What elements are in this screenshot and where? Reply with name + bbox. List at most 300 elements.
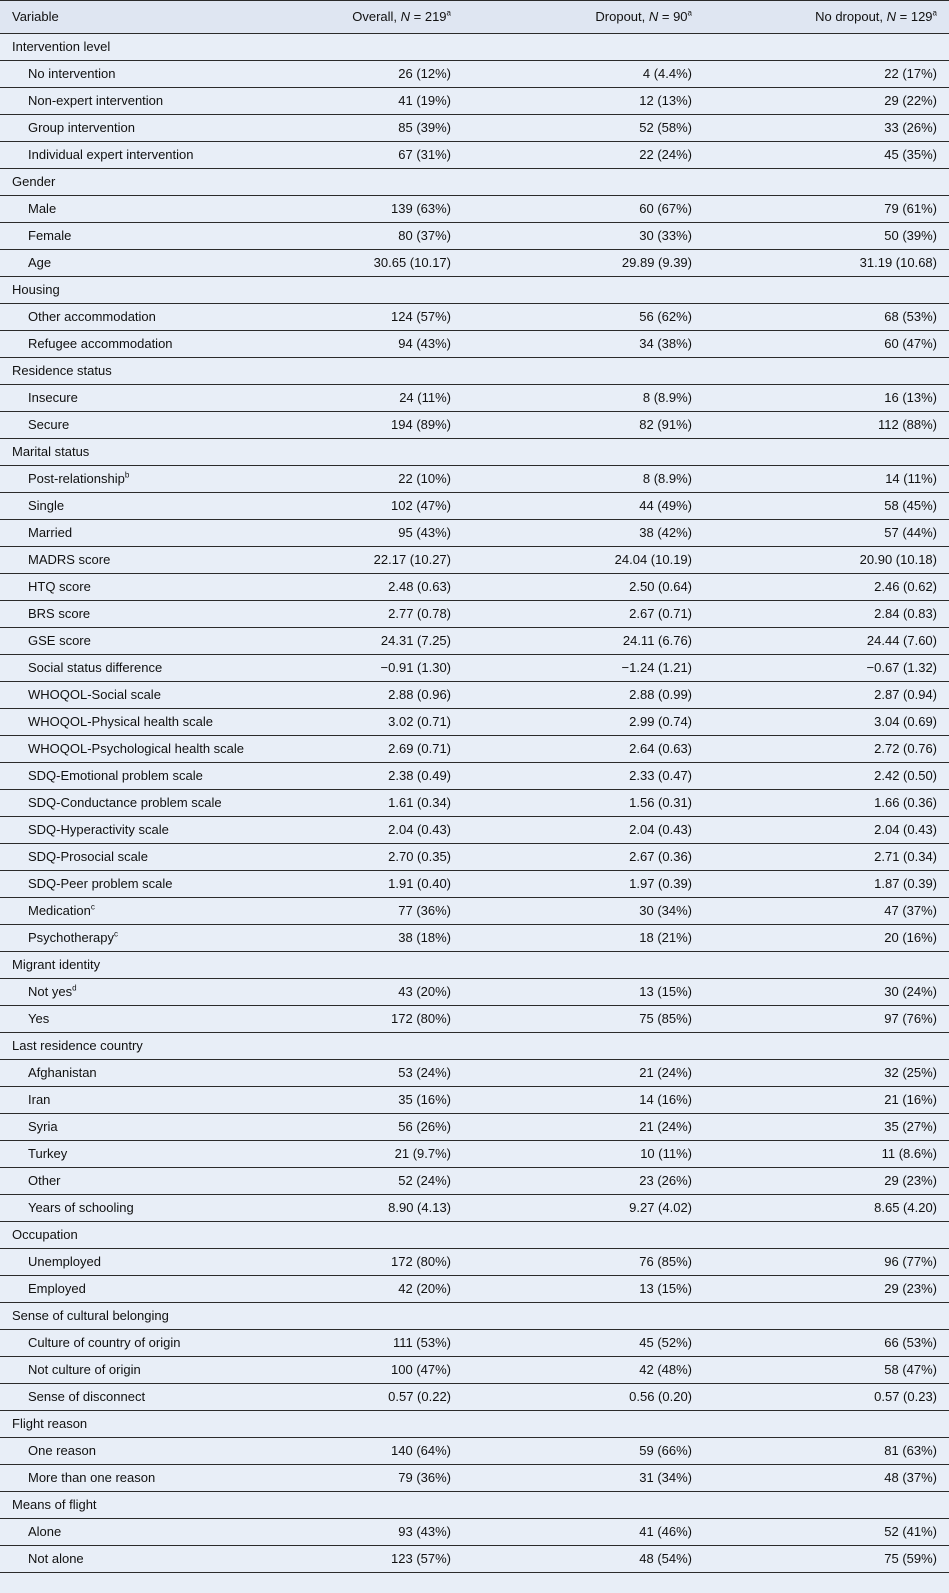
nodropout-value-cell: 1.66 (0.36) xyxy=(704,790,949,817)
variable-label: BRS score xyxy=(28,606,91,621)
dropout-value-cell xyxy=(463,358,704,385)
nodropout-value-cell: 3.04 (0.69) xyxy=(704,709,949,736)
table-row xyxy=(0,1519,949,1546)
header-dropout xyxy=(463,1,704,34)
dropout-value-cell: 12 (13%) xyxy=(463,88,704,115)
table-row xyxy=(0,871,949,898)
dropout-value-cell: 13 (15%) xyxy=(463,1276,704,1303)
dropout-value-cell xyxy=(463,169,704,196)
group-label: Occupation xyxy=(12,1227,78,1242)
nodropout-value-cell: 58 (45%) xyxy=(704,493,949,520)
table-row xyxy=(0,1438,949,1465)
table-row xyxy=(0,1330,949,1357)
dropout-value-cell: 38 (42%) xyxy=(463,520,704,547)
variable-label-cell xyxy=(0,493,318,520)
table-group-row xyxy=(0,952,949,979)
nodropout-value-cell xyxy=(704,169,949,196)
variable-label: Married xyxy=(28,525,73,540)
overall-value-cell: 80 (37%) xyxy=(318,223,463,250)
dropout-value-cell: 82 (91%) xyxy=(463,412,704,439)
dropout-value-cell: 45 (52%) xyxy=(463,1330,704,1357)
header-overall-n-label: N xyxy=(400,9,411,24)
overall-value-cell: 42 (20%) xyxy=(318,1276,463,1303)
variable-label: Secure xyxy=(28,417,70,432)
table-body xyxy=(0,34,949,1573)
overall-value-cell: 139 (63%) xyxy=(318,196,463,223)
overall-value-cell: 0.57 (0.22) xyxy=(318,1384,463,1411)
overall-value-cell: 94 (43%) xyxy=(318,331,463,358)
dropout-value-cell: 2.50 (0.64) xyxy=(463,574,704,601)
group-label: Residence status xyxy=(12,363,112,378)
variable-label-cell xyxy=(0,1546,318,1573)
variable-label-cell xyxy=(0,709,318,736)
variable-label: One reason xyxy=(28,1443,96,1458)
variable-label-cell xyxy=(0,1357,318,1384)
variable-label-cell xyxy=(0,331,318,358)
table-row xyxy=(0,1087,949,1114)
table-row xyxy=(0,1195,949,1222)
variable-label-cell xyxy=(0,1168,318,1195)
table-group-row xyxy=(0,169,949,196)
variable-label: Not yes xyxy=(28,984,73,999)
variable-label-cell xyxy=(0,601,318,628)
table-row xyxy=(0,1384,949,1411)
table-row xyxy=(0,709,949,736)
header-overall-footnote: a xyxy=(446,8,451,18)
dropout-value-cell: 14 (16%) xyxy=(463,1087,704,1114)
variable-label-cell xyxy=(0,466,318,493)
overall-value-cell: 2.88 (0.96) xyxy=(318,682,463,709)
group-label-cell xyxy=(0,169,318,196)
overall-value-cell: 2.48 (0.63) xyxy=(318,574,463,601)
dropout-value-cell: 76 (85%) xyxy=(463,1249,704,1276)
variable-label: SDQ-Emotional problem scale xyxy=(28,768,203,783)
overall-value-cell xyxy=(318,1222,463,1249)
variable-label: Sense of disconnect xyxy=(28,1389,146,1404)
nodropout-value-cell: 58 (47%) xyxy=(704,1357,949,1384)
group-label-cell xyxy=(0,952,318,979)
variable-label: SDQ-Hyperactivity scale xyxy=(28,822,169,837)
overall-value-cell: −0.91 (1.30) xyxy=(318,655,463,682)
table-row xyxy=(0,898,949,925)
dropout-value-cell: 1.56 (0.31) xyxy=(463,790,704,817)
header-dropout-name: Dropout, xyxy=(595,9,649,24)
variable-label: Male xyxy=(28,201,57,216)
dropout-value-cell xyxy=(463,439,704,466)
table-row xyxy=(0,925,949,952)
variable-label: WHOQOL-Psychological health scale xyxy=(28,741,245,756)
group-label: Marital status xyxy=(12,444,90,459)
header-no-dropout-footnote: a xyxy=(932,8,937,18)
nodropout-value-cell xyxy=(704,358,949,385)
variable-label: Non-expert intervention xyxy=(28,93,164,108)
nodropout-value-cell: 96 (77%) xyxy=(704,1249,949,1276)
overall-value-cell: 53 (24%) xyxy=(318,1060,463,1087)
variable-label: Culture of country of origin xyxy=(28,1335,181,1350)
table-row xyxy=(0,628,949,655)
variable-label-cell xyxy=(0,871,318,898)
overall-value-cell xyxy=(318,34,463,61)
nodropout-value-cell: 31.19 (10.68) xyxy=(704,250,949,277)
table-row xyxy=(0,1249,949,1276)
overall-value-cell: 41 (19%) xyxy=(318,88,463,115)
variable-label-cell xyxy=(0,1141,318,1168)
table-row xyxy=(0,88,949,115)
dropout-value-cell xyxy=(463,1303,704,1330)
variable-label: Other accommodation xyxy=(28,309,156,324)
overall-value-cell: 8.90 (4.13) xyxy=(318,1195,463,1222)
dropout-value-cell: 60 (67%) xyxy=(463,196,704,223)
dropout-value-cell: 29.89 (9.39) xyxy=(463,250,704,277)
group-label: Housing xyxy=(12,282,60,297)
overall-value-cell xyxy=(318,169,463,196)
nodropout-value-cell: 75 (59%) xyxy=(704,1546,949,1573)
variable-label-cell xyxy=(0,88,318,115)
header-overall-name: Overall, xyxy=(352,9,401,24)
variable-label-cell xyxy=(0,1519,318,1546)
nodropout-value-cell: 20 (16%) xyxy=(704,925,949,952)
table-header xyxy=(0,1,949,34)
variable-label-cell xyxy=(0,61,318,88)
overall-value-cell xyxy=(318,1411,463,1438)
variable-label-cell xyxy=(0,196,318,223)
dropout-value-cell: 48 (54%) xyxy=(463,1546,704,1573)
variable-label: Insecure xyxy=(28,390,78,405)
group-label-cell xyxy=(0,1033,318,1060)
nodropout-value-cell: 29 (23%) xyxy=(704,1276,949,1303)
nodropout-value-cell: 29 (22%) xyxy=(704,88,949,115)
dropout-value-cell: 44 (49%) xyxy=(463,493,704,520)
table-row xyxy=(0,520,949,547)
group-label-cell xyxy=(0,1411,318,1438)
dropout-value-cell xyxy=(463,34,704,61)
nodropout-value-cell xyxy=(704,952,949,979)
nodropout-value-cell: 1.87 (0.39) xyxy=(704,871,949,898)
overall-value-cell xyxy=(318,1492,463,1519)
nodropout-value-cell: −0.67 (1.32) xyxy=(704,655,949,682)
table-group-row xyxy=(0,1492,949,1519)
variable-label: SDQ-Peer problem scale xyxy=(28,876,173,891)
variable-label-cell xyxy=(0,898,318,925)
variable-label: Age xyxy=(28,255,52,270)
variable-label-cell xyxy=(0,925,318,952)
group-label-cell xyxy=(0,1303,318,1330)
header-overall xyxy=(318,1,463,34)
footnote-marker: c xyxy=(114,929,118,939)
dropout-value-cell: −1.24 (1.21) xyxy=(463,655,704,682)
variable-label-cell xyxy=(0,250,318,277)
nodropout-value-cell: 57 (44%) xyxy=(704,520,949,547)
nodropout-value-cell: 22 (17%) xyxy=(704,61,949,88)
footnote-marker: c xyxy=(90,902,95,912)
variable-label-cell xyxy=(0,736,318,763)
dropout-value-cell: 22 (24%) xyxy=(463,142,704,169)
variable-label-cell xyxy=(0,223,318,250)
nodropout-value-cell: 21 (16%) xyxy=(704,1087,949,1114)
header-no-dropout-n-label: N xyxy=(886,9,897,24)
variable-label-cell xyxy=(0,1465,318,1492)
dropout-value-cell: 41 (46%) xyxy=(463,1519,704,1546)
group-label-cell xyxy=(0,358,318,385)
nodropout-value-cell xyxy=(704,1222,949,1249)
dropout-value-cell: 34 (38%) xyxy=(463,331,704,358)
overall-value-cell: 21 (9.7%) xyxy=(318,1141,463,1168)
nodropout-value-cell: 97 (76%) xyxy=(704,1006,949,1033)
table-group-row xyxy=(0,1222,949,1249)
dropout-value-cell: 8 (8.9%) xyxy=(463,466,704,493)
overall-value-cell: 2.77 (0.78) xyxy=(318,601,463,628)
overall-value-cell: 2.38 (0.49) xyxy=(318,763,463,790)
table-row xyxy=(0,547,949,574)
nodropout-value-cell: 2.72 (0.76) xyxy=(704,736,949,763)
overall-value-cell: 194 (89%) xyxy=(318,412,463,439)
overall-value-cell: 95 (43%) xyxy=(318,520,463,547)
table-row xyxy=(0,304,949,331)
group-label: Sense of cultural belonging xyxy=(12,1308,169,1323)
overall-value-cell: 1.91 (0.40) xyxy=(318,871,463,898)
variable-label: Years of schooling xyxy=(28,1200,134,1215)
variable-label: Unemployed xyxy=(28,1254,101,1269)
nodropout-value-cell: 11 (8.6%) xyxy=(704,1141,949,1168)
group-label: Last residence country xyxy=(12,1038,143,1053)
variable-label-cell xyxy=(0,979,318,1006)
variable-label-cell xyxy=(0,1060,318,1087)
nodropout-value-cell xyxy=(704,1411,949,1438)
group-label-cell xyxy=(0,1222,318,1249)
table-row xyxy=(0,655,949,682)
dropout-value-cell: 2.99 (0.74) xyxy=(463,709,704,736)
header-no-dropout-name: No dropout, xyxy=(815,9,887,24)
variable-label-cell xyxy=(0,682,318,709)
variable-label: Social status difference xyxy=(28,660,163,675)
table-row xyxy=(0,844,949,871)
nodropout-value-cell xyxy=(704,439,949,466)
nodropout-value-cell: 60 (47%) xyxy=(704,331,949,358)
variable-label: Medication xyxy=(28,903,91,918)
nodropout-value-cell: 2.87 (0.94) xyxy=(704,682,949,709)
overall-value-cell: 22.17 (10.27) xyxy=(318,547,463,574)
dropout-value-cell: 10 (11%) xyxy=(463,1141,704,1168)
overall-value-cell xyxy=(318,277,463,304)
table-row xyxy=(0,142,949,169)
table-row xyxy=(0,466,949,493)
table-group-row xyxy=(0,439,949,466)
table-row xyxy=(0,574,949,601)
nodropout-value-cell: 0.57 (0.23) xyxy=(704,1384,949,1411)
variable-label: WHOQOL-Physical health scale xyxy=(28,714,213,729)
variable-label-cell xyxy=(0,304,318,331)
group-label: Flight reason xyxy=(12,1416,88,1431)
variable-label-cell xyxy=(0,412,318,439)
variable-label: Yes xyxy=(28,1011,50,1026)
variable-label-cell xyxy=(0,628,318,655)
nodropout-value-cell: 8.65 (4.20) xyxy=(704,1195,949,1222)
dropout-value-cell: 2.88 (0.99) xyxy=(463,682,704,709)
table-group-row xyxy=(0,1411,949,1438)
table-row xyxy=(0,1114,949,1141)
dropout-value-cell: 30 (33%) xyxy=(463,223,704,250)
nodropout-value-cell: 47 (37%) xyxy=(704,898,949,925)
table-group-row xyxy=(0,34,949,61)
overall-value-cell: 140 (64%) xyxy=(318,1438,463,1465)
overall-value-cell xyxy=(318,952,463,979)
variable-label-cell xyxy=(0,520,318,547)
group-label: Gender xyxy=(12,174,56,189)
variable-label-cell xyxy=(0,142,318,169)
variable-label: SDQ-Conductance problem scale xyxy=(28,795,222,810)
variable-label: MADRS score xyxy=(28,552,111,567)
nodropout-value-cell: 45 (35%) xyxy=(704,142,949,169)
overall-value-cell: 22 (10%) xyxy=(318,466,463,493)
overall-value-cell: 111 (53%) xyxy=(318,1330,463,1357)
table-row xyxy=(0,115,949,142)
overall-value-cell: 2.04 (0.43) xyxy=(318,817,463,844)
dropout-value-cell: 56 (62%) xyxy=(463,304,704,331)
nodropout-value-cell xyxy=(704,34,949,61)
table-group-row xyxy=(0,1033,949,1060)
dropout-value-cell: 13 (15%) xyxy=(463,979,704,1006)
overall-value-cell: 56 (26%) xyxy=(318,1114,463,1141)
table-row xyxy=(0,385,949,412)
overall-value-cell: 38 (18%) xyxy=(318,925,463,952)
table-group-row xyxy=(0,1303,949,1330)
dropout-value-cell: 0.56 (0.20) xyxy=(463,1384,704,1411)
variable-label: Other xyxy=(28,1173,61,1188)
variable-label-cell xyxy=(0,1384,318,1411)
group-label-cell xyxy=(0,277,318,304)
nodropout-value-cell: 79 (61%) xyxy=(704,196,949,223)
nodropout-value-cell: 2.71 (0.34) xyxy=(704,844,949,871)
overall-value-cell: 102 (47%) xyxy=(318,493,463,520)
variable-label-cell xyxy=(0,1438,318,1465)
variable-label: GSE score xyxy=(28,633,91,648)
dropout-value-cell xyxy=(463,1411,704,1438)
table-row xyxy=(0,601,949,628)
variable-label: Refugee accommodation xyxy=(28,336,173,351)
nodropout-value-cell: 35 (27%) xyxy=(704,1114,949,1141)
dropout-value-cell xyxy=(463,1492,704,1519)
dropout-value-cell: 59 (66%) xyxy=(463,1438,704,1465)
variable-label: No intervention xyxy=(28,66,116,81)
nodropout-value-cell: 48 (37%) xyxy=(704,1465,949,1492)
variable-label: Female xyxy=(28,228,72,243)
variable-label-cell xyxy=(0,655,318,682)
dropout-value-cell: 2.33 (0.47) xyxy=(463,763,704,790)
nodropout-value-cell: 66 (53%) xyxy=(704,1330,949,1357)
table-row xyxy=(0,682,949,709)
table-row xyxy=(0,1006,949,1033)
variable-label-cell xyxy=(0,1114,318,1141)
table-row xyxy=(0,1141,949,1168)
dropout-value-cell xyxy=(463,1222,704,1249)
dropout-value-cell: 75 (85%) xyxy=(463,1006,704,1033)
nodropout-value-cell: 68 (53%) xyxy=(704,304,949,331)
variable-label-cell xyxy=(0,547,318,574)
nodropout-value-cell xyxy=(704,277,949,304)
dropout-value-cell xyxy=(463,1033,704,1060)
nodropout-value-cell: 16 (13%) xyxy=(704,385,949,412)
nodropout-value-cell: 2.84 (0.83) xyxy=(704,601,949,628)
header-overall-n-value: = 219 xyxy=(410,9,447,24)
overall-value-cell: 43 (20%) xyxy=(318,979,463,1006)
table-row xyxy=(0,412,949,439)
footnote-marker: b xyxy=(124,470,130,480)
overall-value-cell: 2.69 (0.71) xyxy=(318,736,463,763)
overall-value-cell: 172 (80%) xyxy=(318,1006,463,1033)
table-row xyxy=(0,196,949,223)
header-dropout-footnote: a xyxy=(687,8,692,18)
nodropout-value-cell: 30 (24%) xyxy=(704,979,949,1006)
table-row xyxy=(0,61,949,88)
dropout-value-cell: 42 (48%) xyxy=(463,1357,704,1384)
nodropout-value-cell xyxy=(704,1033,949,1060)
variable-label: More than one reason xyxy=(28,1470,156,1485)
overall-value-cell: 67 (31%) xyxy=(318,142,463,169)
nodropout-value-cell: 14 (11%) xyxy=(704,466,949,493)
dropout-value-cell: 8 (8.9%) xyxy=(463,385,704,412)
table-row xyxy=(0,817,949,844)
variable-label-cell xyxy=(0,1330,318,1357)
overall-value-cell xyxy=(318,1303,463,1330)
dropout-value-cell: 30 (34%) xyxy=(463,898,704,925)
table-row xyxy=(0,763,949,790)
group-label-cell xyxy=(0,34,318,61)
table-row xyxy=(0,1357,949,1384)
overall-value-cell: 77 (36%) xyxy=(318,898,463,925)
overall-value-cell: 35 (16%) xyxy=(318,1087,463,1114)
variable-label: Post-relationship xyxy=(28,471,125,486)
variable-label: Individual expert intervention xyxy=(28,147,194,162)
overall-value-cell xyxy=(318,439,463,466)
variable-label-cell xyxy=(0,1006,318,1033)
overall-value-cell xyxy=(318,358,463,385)
dropout-value-cell: 24.04 (10.19) xyxy=(463,547,704,574)
header-dropout-n-value: = 90 xyxy=(658,9,688,24)
variable-label-cell xyxy=(0,1087,318,1114)
overall-value-cell: 85 (39%) xyxy=(318,115,463,142)
nodropout-value-cell: 2.04 (0.43) xyxy=(704,817,949,844)
header-row xyxy=(0,1,949,34)
table-row xyxy=(0,979,949,1006)
dropout-value-cell: 2.04 (0.43) xyxy=(463,817,704,844)
overall-value-cell: 100 (47%) xyxy=(318,1357,463,1384)
variable-label: WHOQOL-Social scale xyxy=(28,687,161,702)
variable-label-cell xyxy=(0,1195,318,1222)
nodropout-value-cell: 24.44 (7.60) xyxy=(704,628,949,655)
dropout-value-cell: 21 (24%) xyxy=(463,1114,704,1141)
dropout-value-cell: 4 (4.4%) xyxy=(463,61,704,88)
dropout-value-cell: 9.27 (4.02) xyxy=(463,1195,704,1222)
header-dropout-n-label: N xyxy=(648,9,659,24)
nodropout-value-cell: 81 (63%) xyxy=(704,1438,949,1465)
overall-value-cell: 172 (80%) xyxy=(318,1249,463,1276)
overall-value-cell: 123 (57%) xyxy=(318,1546,463,1573)
group-label: Migrant identity xyxy=(12,957,101,972)
table-row xyxy=(0,1546,949,1573)
variable-label-cell xyxy=(0,817,318,844)
variable-label: Afghanistan xyxy=(28,1065,97,1080)
dropout-value-cell: 24.11 (6.76) xyxy=(463,628,704,655)
group-label: Means of flight xyxy=(12,1497,97,1512)
variable-label-cell xyxy=(0,790,318,817)
table-row xyxy=(0,493,949,520)
overall-value-cell: 52 (24%) xyxy=(318,1168,463,1195)
nodropout-value-cell xyxy=(704,1492,949,1519)
overall-value-cell: 30.65 (10.17) xyxy=(318,250,463,277)
header-no-dropout xyxy=(704,1,949,34)
variable-label-cell xyxy=(0,385,318,412)
table-row xyxy=(0,223,949,250)
